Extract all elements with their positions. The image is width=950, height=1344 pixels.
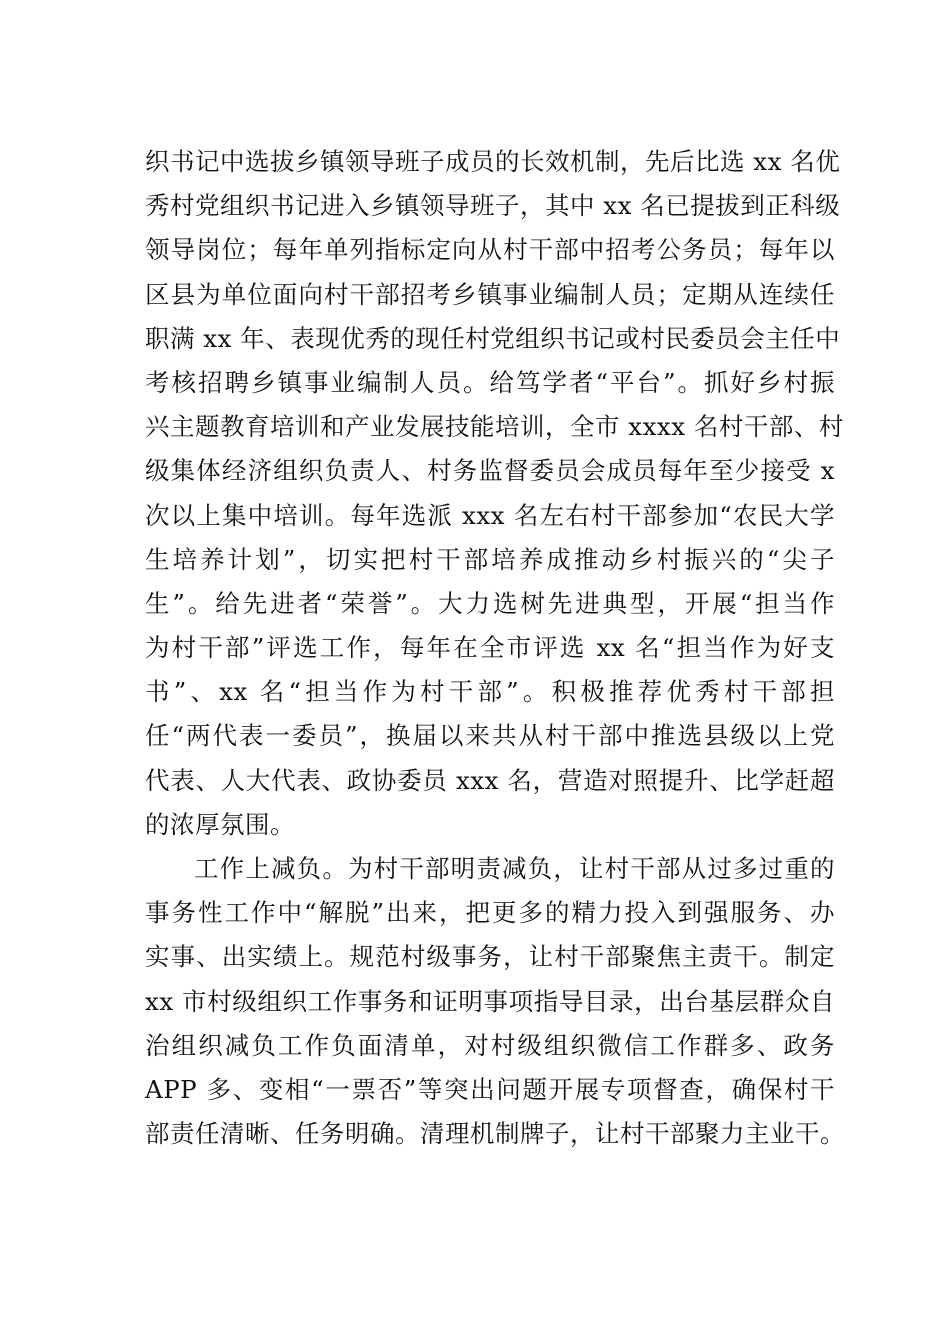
text-line: 生”。给先进者“荣誉”。大力选树先进典型，开展“担当作 [145,588,835,618]
text-line: 职满 xx 年、表现优秀的现任村党组织书记或村民委员会主任中 [145,323,841,353]
paragraph-2 [145,847,845,1156]
text-line: xx 市村级组织工作事务和证明事项指导目录，出台基层群众自 [145,986,835,1016]
text-line: 织书记中选拔乡镇领导班子成员的长效机制，先后比选 xx 名优 [145,147,841,176]
text-line: 兴主题教育培训和产业发展技能培训，全市 xxxx 名村干部、村 [145,412,844,442]
text-line: 领导岗位；每年单列指标定向从村干部中招考公务员；每年以 [145,235,835,265]
text-line: 事务性工作中“解脱”出来，把更多的精力投入到强服务、办 [145,898,835,928]
body-text [145,140,845,1156]
text-line: 的浓厚氛围。 [145,809,295,839]
text-line: 次以上集中培训。每年选派 xxx 名左右村干部参加“农民大学 [145,500,835,530]
text-line: APP 多、变相“一票否”等突出问题开展专项督查，确保村干 [145,1074,835,1104]
text-line: 代表、人大代表、政协委员 xxx 名，营造对照提升、比学赶超 [145,765,835,795]
text-line: 书”、xx 名“担当作为村干部”。积极推荐优秀村干部担 [145,677,835,707]
text-line: 任“两代表一委员”，换届以来共从村干部中推选县级以上党 [145,721,835,751]
text-line: 实事、出实绩上。规范村级事务，让村干部聚焦主责干。制定 [145,942,835,972]
text-line: 考核招聘乡镇事业编制人员。给笃学者“平台”。抓好乡村振 [145,367,835,397]
text-line: 级集体经济组织负责人、村务监督委员会成员每年至少接受 x [145,456,835,486]
text-line: 治组织减负工作负面清单，对村级组织微信工作群多、政务 [145,1030,835,1060]
text-line: 生培养计划”，切实把村干部培养成推动乡村振兴的“尖子 [145,544,835,574]
paragraph-1 [145,140,844,847]
text-line: 为村干部”评选工作，每年在全市评选 xx 名“担当作为好支 [145,633,835,663]
text-line: 秀村党组织书记进入乡镇领导班子，其中 xx 名已提拔到正科级 [145,191,841,221]
text-line: 区县为单位面向村干部招考乡镇事业编制人员；定期从连续任 [145,279,835,309]
text-line: 部责任清晰、任务明确。清理机制牌子，让村干部聚力主业干。 [145,1119,845,1149]
text-line: 工作上减负。为村干部明责减负，让村干部从过多过重的 [194,854,835,883]
